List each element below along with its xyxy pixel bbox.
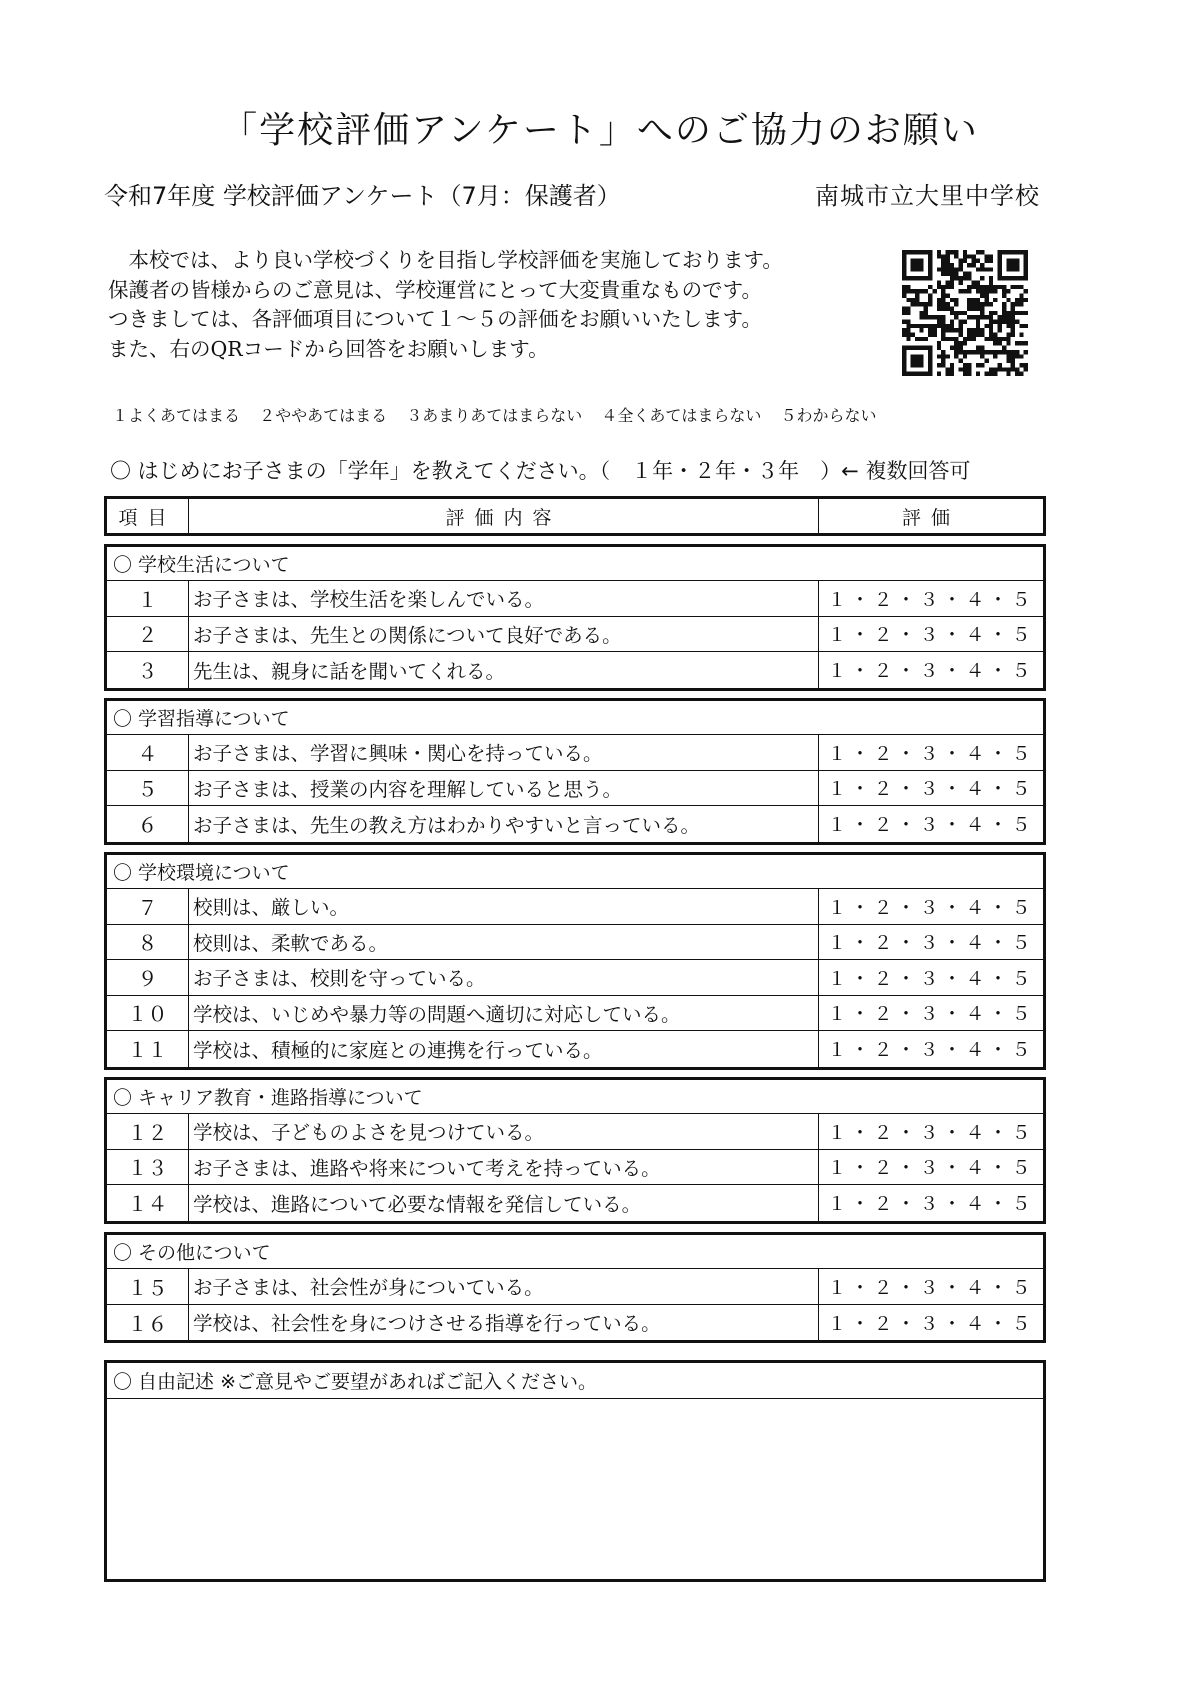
table-row [107,889,1043,925]
item-number: １ [107,581,189,616]
intro-line: 保護者の皆様からのご意見は、学校運営にとって大変貴重なものです。 [108,277,762,302]
item-text: 先生は、親身に話を聞いてくれる。 [189,652,819,688]
intro-line: また、右のQRコードから回答をお願いします。 [108,336,549,361]
item-number: １２ [107,1114,189,1149]
rating-choices[interactable]: １・２・３・４・５ [827,1003,1035,1026]
rating-choices[interactable]: １・２・３・４・５ [827,588,1035,611]
item-number: １４ [107,1185,189,1221]
section-heading: 〇 学習指導について [107,701,1043,735]
item-text: お子さまは、学習に興味・関心を持っている。 [189,735,819,770]
table-row [107,581,1043,617]
item-number: １６ [107,1305,189,1341]
rating-choices[interactable]: １・２・３・４・５ [827,814,1035,837]
item-number: ３ [107,652,189,688]
rating-choices[interactable]: １・２・３・４・５ [827,1312,1035,1335]
table-row [107,1185,1043,1221]
item-number: ７ [107,889,189,924]
section-table [104,852,1046,1070]
survey-subtitle: 令和7年度 学校評価アンケート（7月：保護者） [104,182,621,210]
header-item: 項目 [107,499,189,533]
item-text: お子さまは、先生との関係について良好である。 [189,617,819,652]
section-heading: 〇 学校環境について [107,855,1043,889]
table-row [107,1114,1043,1150]
table-row [107,1269,1043,1305]
table-row [107,806,1043,842]
header-content: 評価内容 [189,499,819,533]
item-text: 学校は、社会性を身につけさせる指導を行っている。 [189,1305,819,1341]
item-number: １０ [107,996,189,1031]
item-number: ９ [107,960,189,995]
item-number: １５ [107,1269,189,1304]
rating-choices[interactable]: １・２・３・４・５ [827,1193,1035,1216]
section-table [104,544,1046,691]
item-text: お子さまは、先生の教え方はわかりやすいと言っている。 [189,806,819,842]
item-text: お子さまは、授業の内容を理解していると思う。 [189,771,819,806]
item-number: ２ [107,617,189,652]
section-table [104,1232,1046,1343]
scale-item: １よくあてはまる [112,406,241,425]
item-number: ４ [107,735,189,770]
table-row [107,925,1043,961]
item-number: １３ [107,1150,189,1185]
item-text: 学校は、積極的に家庭との連携を行っている。 [189,1031,819,1067]
item-text: 学校は、いじめや暴力等の問題へ適切に対応している。 [189,996,819,1031]
table-row [107,1305,1043,1341]
item-text: お子さまは、学校生活を楽しんでいる。 [189,581,819,616]
rating-choices[interactable]: １・２・３・４・５ [827,1157,1035,1180]
section-table [104,698,1046,845]
item-number: ６ [107,806,189,842]
intro-line: 本校では、より良い学校づくりを目指し学校評価を実施しております。 [108,248,783,272]
table-row [107,652,1043,688]
rating-choices[interactable]: １・２・３・４・５ [827,1121,1035,1144]
scale-item: ４全くあてはまらない [601,406,762,425]
item-text: お子さまは、社会性が身についている。 [189,1269,819,1304]
rating-choices[interactable]: １・２・３・４・５ [827,742,1035,765]
scale-item: ２ややあてはまる [259,406,388,425]
section-table [104,1077,1046,1224]
item-text: 学校は、子どものよさを見つけている。 [189,1114,819,1149]
scale-item: ３あまりあてはまらない [406,406,583,425]
table-header [104,496,1046,536]
rating-choices[interactable]: １・２・３・４・５ [827,932,1035,955]
section-heading: 〇 学校生活について [107,547,1043,581]
section-heading: 〇 キャリア教育・進路指導について [107,1080,1043,1114]
page-title: 「学校評価アンケート」へのご協力のお願い [221,110,979,151]
rating-choices[interactable]: １・２・３・４・５ [827,624,1035,647]
free-comment-heading: 〇 自由記述 ※ご意見やご要望があればご記入ください。 [107,1363,1043,1399]
rating-scale-legend [112,403,890,426]
item-text: 校則は、柔軟である。 [189,925,819,960]
item-number: １１ [107,1031,189,1067]
table-row [107,960,1043,996]
qr-code-icon[interactable] [902,248,1028,378]
intro-text [108,246,908,364]
item-text: お子さまは、校則を守っている。 [189,960,819,995]
table-row [107,996,1043,1032]
rating-choices[interactable]: １・２・３・４・５ [827,660,1035,683]
rating-choices[interactable]: １・２・３・４・５ [827,1276,1035,1299]
item-text: お子さまは、進路や将来について考えを持っている。 [189,1150,819,1185]
header-rating: 評価 [901,506,960,529]
item-text: 学校は、進路について必要な情報を発信している。 [189,1185,819,1221]
table-row [107,1031,1043,1067]
free-comment-box[interactable] [104,1360,1046,1582]
item-number: ８ [107,925,189,960]
item-text: 校則は、厳しい。 [189,889,819,924]
intro-line: つきましては、各評価項目について１～５の評価をお願いいたします。 [108,307,762,331]
rating-choices[interactable]: １・２・３・４・５ [827,967,1035,990]
grade-question[interactable]: 〇 はじめにお子さまの「学年」を教えてください。（ １年・２年・３年 ）← 複数回答可 [110,459,971,483]
table-row [107,617,1043,653]
table-row [107,771,1043,807]
rating-choices[interactable]: １・２・３・４・５ [827,778,1035,801]
scale-item: ５わからない [780,406,877,425]
school-name: 南城市立大里中学校 [815,182,1040,210]
item-number: ５ [107,771,189,806]
rating-choices[interactable]: １・２・３・４・５ [827,896,1035,919]
table-row [107,735,1043,771]
table-row [107,1150,1043,1186]
rating-choices[interactable]: １・２・３・４・５ [827,1039,1035,1062]
section-heading: 〇 その他について [107,1235,1043,1269]
